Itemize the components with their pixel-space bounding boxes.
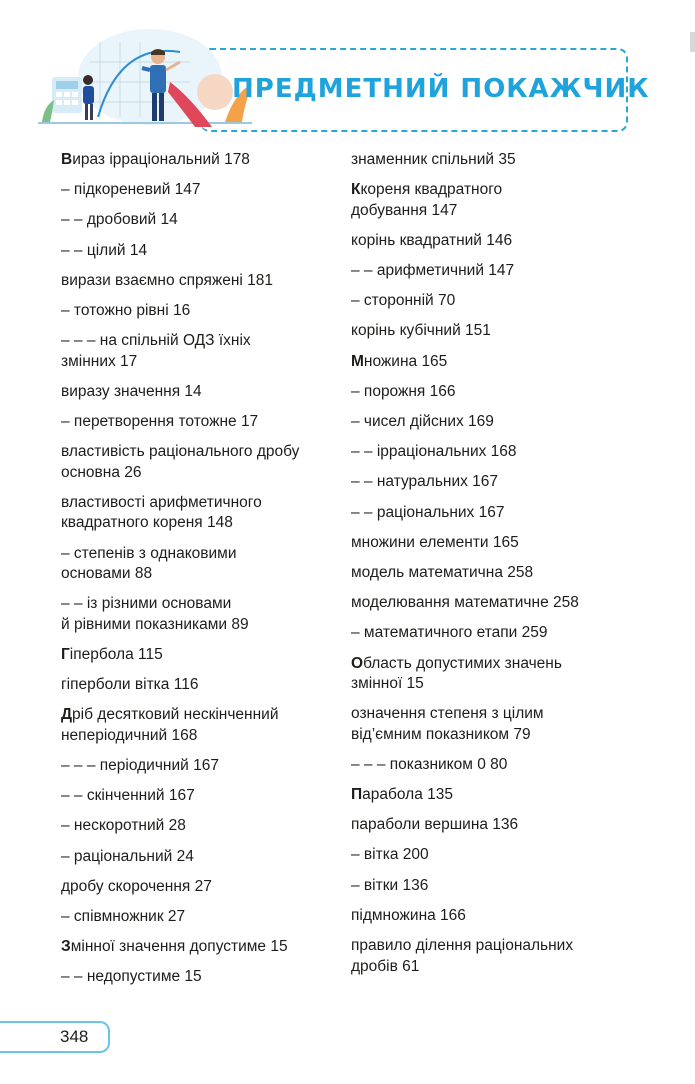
entry-text: – перетворення тотожне 17 bbox=[61, 413, 259, 430]
entry-text: – – ірраціональних 168 bbox=[351, 443, 517, 461]
index-entry bbox=[351, 845, 651, 866]
index-entry bbox=[351, 563, 651, 584]
entry-text: модель математична 258 bbox=[351, 563, 534, 581]
page-title: ПРЕДМЕТНИЙ ПОКАЖЧИК bbox=[232, 74, 650, 104]
index-entry bbox=[61, 150, 346, 171]
index-entry bbox=[61, 493, 346, 534]
index-entry bbox=[351, 593, 651, 614]
entry-text: множини елементи 165 bbox=[351, 533, 519, 551]
entry-initial-letter: З bbox=[61, 938, 71, 956]
index-entry bbox=[61, 816, 346, 837]
entry-text: моделювання математичне 258 bbox=[351, 594, 579, 612]
entry-text: – – із різними основами й рівними показниками 89 bbox=[61, 595, 249, 633]
entry-text: корінь кубічний 151 bbox=[351, 322, 491, 340]
entry-text: бласть допустимих значень змінної 15 bbox=[351, 654, 562, 692]
index-entry bbox=[61, 645, 346, 666]
entry-text: – – – показником 0 80 bbox=[351, 755, 508, 773]
index-entry bbox=[351, 291, 651, 312]
entry-text: – чисел дійсних 169 bbox=[351, 413, 494, 430]
entry-initial-letter: Д bbox=[61, 706, 73, 724]
index-entry bbox=[61, 412, 346, 433]
entry-text: – – арифметичний 147 bbox=[351, 262, 515, 280]
entry-text: іпербола 115 bbox=[69, 645, 163, 663]
index-entry bbox=[351, 876, 651, 897]
index-entry bbox=[61, 210, 346, 231]
index-entry bbox=[61, 675, 346, 696]
index-entry bbox=[351, 906, 651, 927]
page-edge-mark bbox=[690, 32, 695, 52]
index-entry bbox=[351, 442, 651, 463]
index-entry bbox=[61, 544, 346, 585]
entry-text: корінь квадратний 146 bbox=[351, 231, 513, 249]
entry-text: дробу скорочення 27 bbox=[61, 877, 212, 895]
index-entry bbox=[61, 847, 346, 868]
index-entry bbox=[351, 654, 651, 695]
entry-text: кореня квадратного добування 147 bbox=[351, 181, 503, 219]
entry-initial-letter: М bbox=[351, 352, 364, 370]
entry-text: виразу значення 14 bbox=[61, 382, 202, 400]
entry-initial-letter: Г bbox=[61, 645, 70, 663]
index-entry bbox=[61, 937, 346, 958]
entry-text: – раціональний 24 bbox=[61, 847, 194, 865]
index-entry bbox=[61, 786, 346, 807]
entry-text: – порожня 166 bbox=[351, 382, 456, 400]
entry-text: – – недопустиме 15 bbox=[61, 968, 202, 986]
entry-text: гіперболи вітка 116 bbox=[61, 676, 199, 694]
entry-text: арабола 135 bbox=[362, 786, 453, 804]
index-entry bbox=[351, 623, 651, 644]
index-entry bbox=[351, 352, 651, 373]
index-entry bbox=[61, 907, 346, 928]
index-column-right bbox=[351, 150, 651, 987]
index-entry bbox=[351, 785, 651, 806]
index-entry bbox=[61, 271, 346, 292]
index-column-left bbox=[61, 150, 346, 998]
entry-text: ножина 165 bbox=[363, 352, 448, 370]
entry-text: – вітки 136 bbox=[351, 876, 429, 894]
index-entry bbox=[351, 755, 651, 776]
entry-text: – вітка 200 bbox=[351, 846, 429, 864]
index-entry bbox=[351, 503, 651, 524]
entry-text: ираз ірраціональний 178 bbox=[72, 151, 250, 168]
entry-text: підмножина 166 bbox=[351, 906, 466, 924]
index-entry bbox=[61, 594, 346, 635]
entry-initial-letter: П bbox=[351, 786, 363, 804]
index-entry bbox=[61, 180, 346, 201]
index-entry bbox=[61, 705, 346, 746]
entry-text: параболи вершина 136 bbox=[351, 816, 519, 834]
entry-initial-letter: К bbox=[351, 181, 361, 199]
index-entry bbox=[351, 815, 651, 836]
entry-text: – – цілий 14 bbox=[61, 241, 148, 259]
entry-text: – – раціональних 167 bbox=[351, 503, 505, 521]
index-entry bbox=[351, 412, 651, 433]
entry-text: вирази взаємно спряжені 181 bbox=[61, 271, 274, 289]
page-number-frame bbox=[0, 1021, 110, 1053]
entry-text: знаменник спільний 35 bbox=[351, 151, 516, 168]
index-entry bbox=[351, 704, 651, 745]
entry-initial-letter: В bbox=[61, 151, 73, 168]
index-entry bbox=[61, 756, 346, 777]
entry-initial-letter: О bbox=[351, 654, 364, 672]
index-entry bbox=[351, 261, 651, 282]
page-number: 348 bbox=[60, 1027, 89, 1046]
entry-text: ріб десятковий нескінченний неперіодичний 168 bbox=[61, 706, 279, 744]
entry-text: – математичного етапи 259 bbox=[351, 624, 548, 642]
index-entry bbox=[61, 301, 346, 322]
teacher-illustration bbox=[30, 22, 260, 140]
entry-text: мінної значення допустиме 15 bbox=[70, 938, 288, 956]
index-entry bbox=[61, 331, 346, 372]
entry-text: – сторонній 70 bbox=[351, 292, 456, 310]
index-entry bbox=[61, 442, 346, 483]
entry-text: властивість раціонального дробу основна 26 bbox=[61, 443, 300, 481]
entry-text: – – скінченний 167 bbox=[61, 787, 195, 805]
entry-text: – нескоротний 28 bbox=[61, 817, 186, 835]
index-entry bbox=[61, 967, 346, 988]
entry-text: – – дробовий 14 bbox=[61, 211, 178, 229]
index-entry bbox=[351, 382, 651, 403]
entry-text: правило ділення раціональних дробів 61 bbox=[351, 937, 574, 975]
entry-text: – тотожно рівні 16 bbox=[61, 301, 191, 319]
entry-text: – – – періодичний 167 bbox=[61, 757, 219, 774]
entry-text: означення степеня з цілим від’ємним показником 79 bbox=[351, 705, 544, 743]
index-entry bbox=[61, 241, 346, 262]
index-entry bbox=[351, 936, 651, 977]
entry-text: – підкореневий 147 bbox=[61, 181, 201, 199]
entry-text: – – натуральних 167 bbox=[351, 473, 499, 491]
index-entry bbox=[351, 180, 651, 221]
entry-text: – – – на спільній ОДЗ їхніх змінних 17 bbox=[61, 332, 251, 370]
index-entry bbox=[61, 877, 346, 898]
index-entry bbox=[351, 533, 651, 554]
entry-text: – співмножник 27 bbox=[61, 907, 186, 925]
entry-text: – степенів з однаковими основами 88 bbox=[61, 544, 237, 583]
index-entry bbox=[351, 472, 651, 493]
index-entry bbox=[61, 382, 346, 403]
index-entry bbox=[351, 231, 651, 252]
entry-text: властивості арифметичного квадратного кореня 148 bbox=[61, 493, 262, 532]
index-entry bbox=[351, 321, 651, 342]
index-entry bbox=[351, 150, 651, 171]
